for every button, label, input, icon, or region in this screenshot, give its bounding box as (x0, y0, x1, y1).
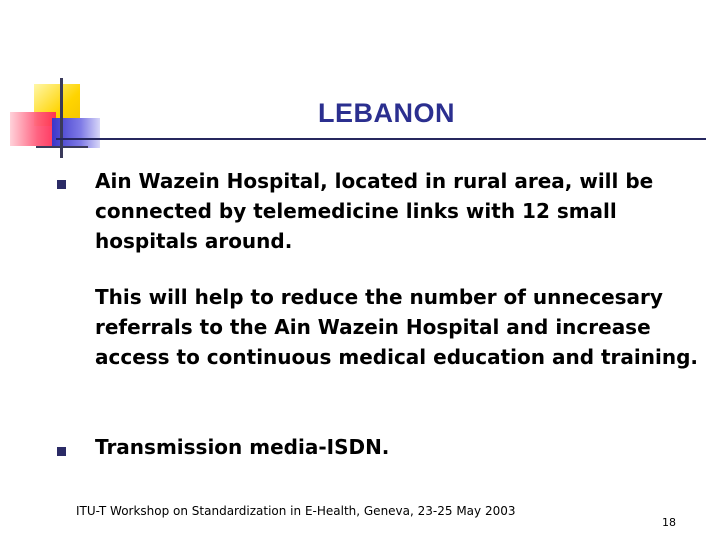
page-number: 18 (662, 516, 676, 529)
red-square (10, 112, 56, 146)
bullet-2-paragraph-1: Transmission media-ISDN. (95, 435, 390, 459)
title-underline (56, 138, 706, 140)
slide-title: LEBANON (318, 98, 455, 128)
bullet-1-paragraph-2: This will help to reduce the number of unnecesary referrals to the Ain Wazein Hospital and increase access to continuous medical education and training. (95, 285, 698, 369)
logo-horizontal-line (36, 146, 88, 148)
bullet-1-paragraph-1: Ain Wazein Hospital, located in rural area, will be connected by telemedicine links with 12 small hospitals around. (95, 169, 654, 253)
slide-footer: ITU-T Workshop on Standardization in E-Health, Geneva, 23-25 May 2003 (76, 504, 516, 518)
bullet-square-icon (57, 447, 66, 456)
bullet-square-icon (57, 180, 66, 189)
decorative-logo (0, 0, 110, 170)
